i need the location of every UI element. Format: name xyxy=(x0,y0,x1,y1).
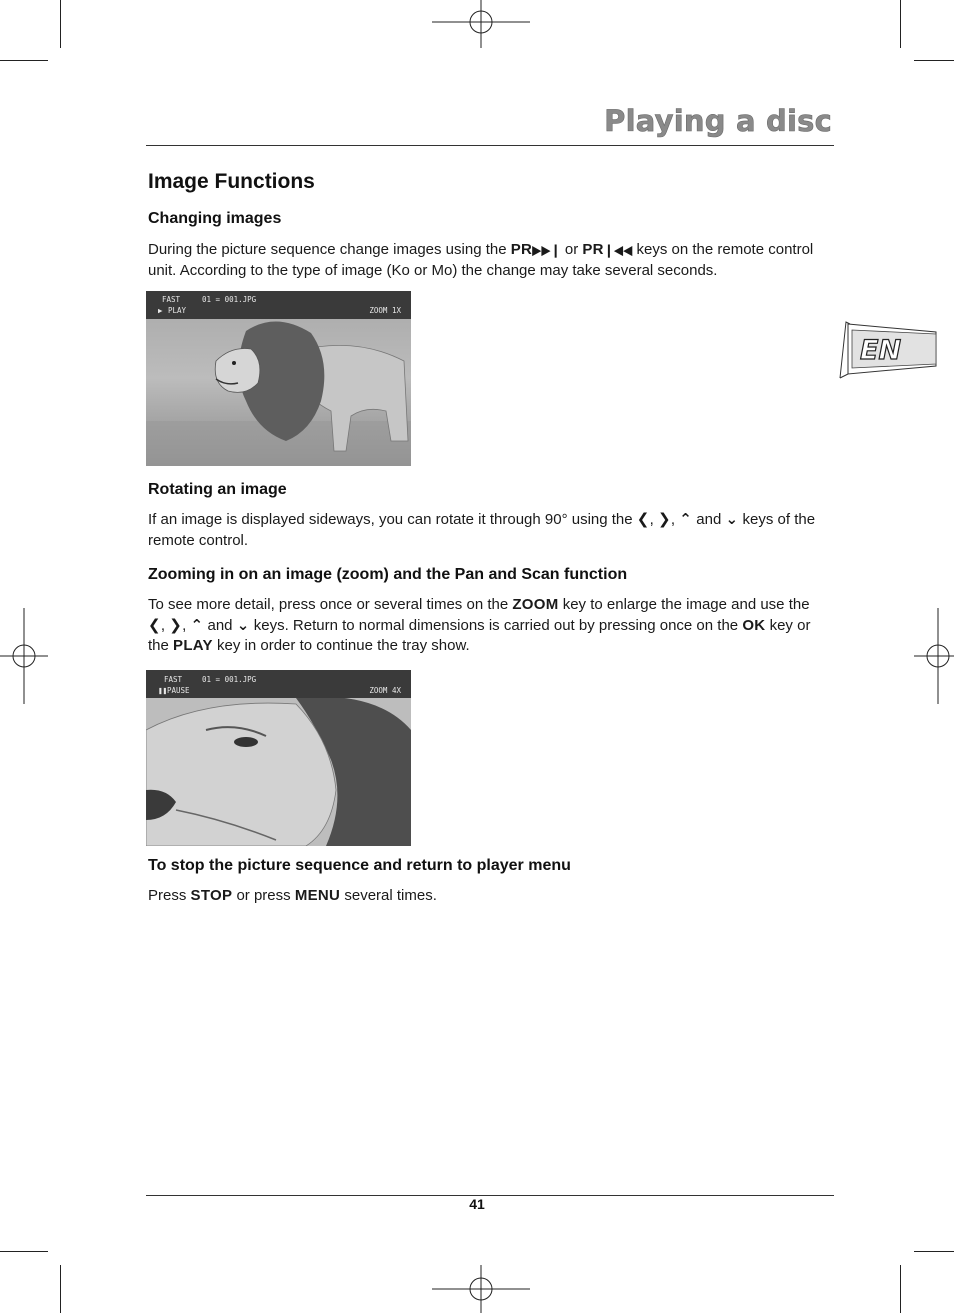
language-badge-en xyxy=(838,318,938,382)
crop-mark xyxy=(60,0,61,48)
pause-icon: ❚❚ xyxy=(158,686,168,695)
left-arrow-icon: ❮ xyxy=(148,616,161,634)
right-arrow-icon: ❯ xyxy=(658,511,671,528)
crop-mark xyxy=(60,1265,61,1313)
header-rule xyxy=(146,145,834,146)
zoom-key: ZOOM xyxy=(512,596,559,613)
osd-zoom: ZOOM 4X xyxy=(369,686,401,695)
play-key: PLAY xyxy=(173,637,213,654)
down-arrow-icon: ⌄ xyxy=(236,616,250,634)
up-arrow-icon: ⌃ xyxy=(679,511,693,528)
menu-key: MENU xyxy=(294,887,341,904)
registration-mark-right xyxy=(906,608,954,704)
photo-lion-zoom-4x xyxy=(146,670,411,846)
next-track-icon: ▶▶❙ xyxy=(532,242,561,258)
osd-filename: 01 = 001.JPG xyxy=(202,295,257,304)
pr-key: PR xyxy=(510,241,533,258)
osd-zoom: ZOOM 1X xyxy=(369,306,401,315)
ok-key: OK xyxy=(742,616,766,634)
pr-key: PR xyxy=(582,241,604,258)
osd-mode: FAST xyxy=(162,295,181,304)
crop-mark xyxy=(914,60,954,61)
page-number: 41 xyxy=(469,1196,485,1212)
page-header-title: Playing a disc xyxy=(604,104,832,138)
osd-status: PAUSE xyxy=(167,686,190,695)
left-arrow-icon: ❮ xyxy=(636,511,650,528)
paragraph-changing-images: During the picture sequence change images using the PR▶▶❙ or PR❙◀◀ keys on the remote control unit. According to the type of image (Ko or Mo) the change may take several seconds. xyxy=(148,240,828,281)
paragraph-stopping: Press STOP or press MENU several times. xyxy=(148,887,437,904)
crop-mark xyxy=(0,1251,48,1252)
osd-status: PLAY xyxy=(168,306,187,315)
paragraph-rotating: If an image is displayed sideways, you can rotate it through 90° using the ❮, ❯, ⌃ and ⌄ keys of the remote control. xyxy=(148,511,816,549)
language-badge-label: EN xyxy=(860,335,902,366)
registration-mark-bottom xyxy=(432,1265,530,1313)
registration-mark-left xyxy=(0,608,48,704)
section-title: Image Functions xyxy=(148,170,315,193)
osd-bar xyxy=(146,291,411,319)
paragraph-zooming: To see more detail, press once or several times on the ZOOM key to enlarge the image and use the ❮, ❯, ⌃ and ⌄ keys. Return to normal dimensions is carried out by pressing once on the OK key or the PLAY key in order to continue the tray show. xyxy=(148,596,811,654)
stop-key: STOP xyxy=(190,887,233,904)
subheading-stopping: To stop the picture sequence and return to player menu xyxy=(148,857,571,874)
crop-mark xyxy=(900,0,901,48)
subheading-changing-images: Changing images xyxy=(148,210,282,227)
down-arrow-icon: ⌄ xyxy=(725,511,739,528)
osd-mode: FAST xyxy=(164,675,183,684)
photo-lion-zoom-1x xyxy=(146,291,411,466)
crop-mark xyxy=(900,1265,901,1313)
crop-mark xyxy=(914,1251,954,1252)
osd-filename: 01 = 001.JPG xyxy=(202,675,257,684)
previous-track-icon: ❙◀◀ xyxy=(603,242,633,258)
registration-mark-top xyxy=(432,0,530,48)
up-arrow-icon: ⌃ xyxy=(190,616,204,634)
play-icon: ▶ xyxy=(158,306,163,315)
osd-bar xyxy=(146,670,411,698)
crop-mark xyxy=(0,60,48,61)
right-arrow-icon: ❯ xyxy=(169,616,183,634)
subheading-rotating: Rotating an image xyxy=(148,481,287,498)
subheading-zooming: Zooming in on an image (zoom) and the Pan and Scan function xyxy=(148,566,628,583)
